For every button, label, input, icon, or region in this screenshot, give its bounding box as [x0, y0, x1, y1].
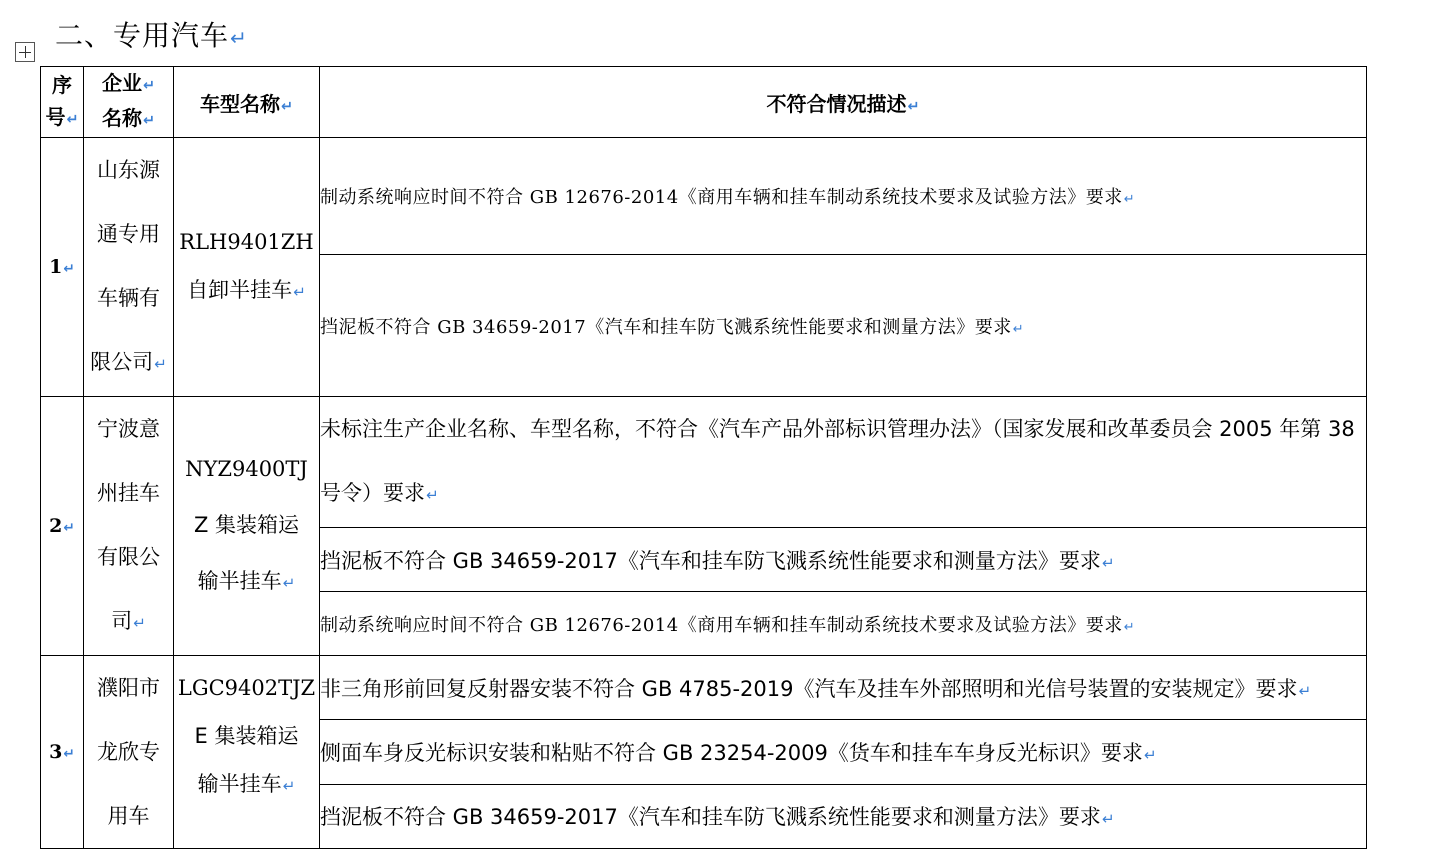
company-line: 限公司 [90, 350, 154, 374]
paragraph-mark-icon: ↵ [293, 283, 306, 301]
issue-cell [320, 255, 1367, 397]
model-line: NYZ9400TJ [185, 457, 308, 481]
table-move-handle-icon[interactable] [15, 42, 35, 62]
row-seq [41, 138, 84, 397]
paragraph-mark-icon: ↵ [1123, 619, 1136, 635]
row-seq [41, 397, 84, 656]
table-row [41, 138, 1367, 255]
special-vehicles-table [40, 66, 1367, 849]
row-company [84, 656, 174, 849]
row-seq-value: 3 [49, 741, 63, 763]
header-seq [41, 67, 84, 138]
company-line: 车辆有 [97, 286, 160, 310]
row-seq-value: 1 [49, 256, 63, 278]
company-line: 山东源 [97, 158, 160, 182]
header-company-line2: 名称 [101, 106, 142, 130]
table-header-row [41, 67, 1367, 138]
issue-text: 挡泥板不符合 GB 34659-2017《汽车和挂车防飞溅系统性能要求和测量方法》要求 [320, 548, 1101, 573]
company-line: 龙欣专 [97, 740, 160, 764]
paragraph-mark-icon: ↵ [1123, 192, 1136, 208]
issue-text: 制动系统响应时间不符合 GB 12676-2014《商用车辆和挂车制动系统技术要求及试验方法》要求 [320, 187, 1123, 209]
model-line: LGC9402TJZ [177, 676, 316, 700]
issue-cell [320, 138, 1367, 255]
model-line: 输半挂车 [197, 569, 282, 593]
issue-text: 侧面车身反光标识安装和粘贴不符合 GB 23254-2009《货车和挂车车身反光标识》要求 [320, 740, 1143, 765]
company-line: 宁波意 [97, 417, 160, 441]
paragraph-mark-icon: ↵ [1101, 810, 1115, 829]
paragraph-mark-icon: ↵ [66, 111, 79, 128]
model-line: 自卸半挂车 [187, 278, 293, 302]
row-model [174, 397, 320, 656]
issue-text: 挡泥板不符合 GB 34659-2017《汽车和挂车防飞溅系统性能要求和测量方法》要求 [320, 805, 1101, 830]
model-line: 输半挂车 [197, 772, 282, 796]
company-line: 濮阳市 [97, 676, 160, 700]
issue-cell [320, 592, 1367, 656]
paragraph-mark-icon: ↵ [63, 261, 75, 277]
issue-text: 非三角形前回复反射器安装不符合 GB 4785-2019《汽车及挂车外部照明和光信号装置的安装规定》要求 [320, 676, 1298, 701]
issue-cell [320, 528, 1367, 592]
row-company [84, 397, 174, 656]
header-desc [320, 67, 1367, 138]
paragraph-mark-icon: ↵ [1101, 553, 1115, 572]
paragraph-mark-icon: ↵ [282, 574, 296, 592]
header-model [174, 67, 320, 138]
paragraph-mark-icon: ↵ [142, 113, 156, 129]
section-heading [55, 14, 248, 54]
row-model [174, 656, 320, 849]
paragraph-mark-icon: ↵ [907, 98, 920, 115]
paragraph-mark-icon: ↵ [1012, 321, 1025, 337]
paragraph-mark-icon: ↵ [133, 614, 146, 632]
company-line: 用车 [107, 804, 150, 828]
row-seq-value: 2 [49, 515, 63, 537]
issue-text: 未标注生产企业名称、车型名称，不符合《汽车产品外部标识管理办法》（国家发展和改革委员会 2005 年第 38 号令）要求 [320, 417, 1355, 505]
row-company [84, 138, 174, 397]
company-line: 司 [111, 609, 133, 633]
paragraph-mark-icon: ↵ [230, 26, 248, 50]
header-seq-line2: 号 [45, 104, 66, 129]
company-line: 通专用 [97, 222, 160, 246]
company-line: 有限公 [97, 545, 160, 569]
paragraph-mark-icon: ↵ [1143, 745, 1157, 764]
issue-cell [320, 656, 1367, 720]
paragraph-mark-icon: ↵ [1298, 681, 1312, 700]
issue-text: 挡泥板不符合 GB 34659-2017《汽车和挂车防飞溅系统性能要求和测量方法》要求 [320, 316, 1012, 338]
issue-text: 制动系统响应时间不符合 GB 12676-2014《商用车辆和挂车制动系统技术要求及试验方法》要求 [320, 614, 1123, 636]
header-company [84, 67, 174, 138]
paragraph-mark-icon: ↵ [63, 746, 75, 762]
row-model [174, 138, 320, 397]
issue-cell [320, 397, 1367, 528]
section-heading-text: 二、专用汽车 [55, 19, 230, 52]
model-line: Z 集装箱运 [193, 513, 300, 537]
paragraph-mark-icon: ↵ [426, 486, 439, 504]
paragraph-mark-icon: ↵ [282, 777, 296, 795]
header-desc-label: 不符合情况描述 [766, 91, 907, 116]
issue-cell [320, 784, 1367, 848]
header-company-line1: 企业 [101, 71, 142, 95]
header-model-label: 车型名称 [199, 91, 280, 116]
company-line: 州挂车 [97, 481, 160, 505]
issue-cell [320, 720, 1367, 784]
paragraph-mark-icon: ↵ [154, 355, 167, 373]
paragraph-mark-icon: ↵ [63, 520, 75, 536]
table-row [41, 397, 1367, 528]
paragraph-mark-icon: ↵ [142, 78, 156, 94]
table-row [41, 656, 1367, 720]
model-line: RLH9401ZH [179, 230, 314, 254]
paragraph-mark-icon: ↵ [280, 98, 294, 115]
row-seq [41, 656, 84, 849]
header-seq-line1: 序 [52, 72, 72, 97]
model-line: E 集装箱运 [194, 724, 299, 748]
